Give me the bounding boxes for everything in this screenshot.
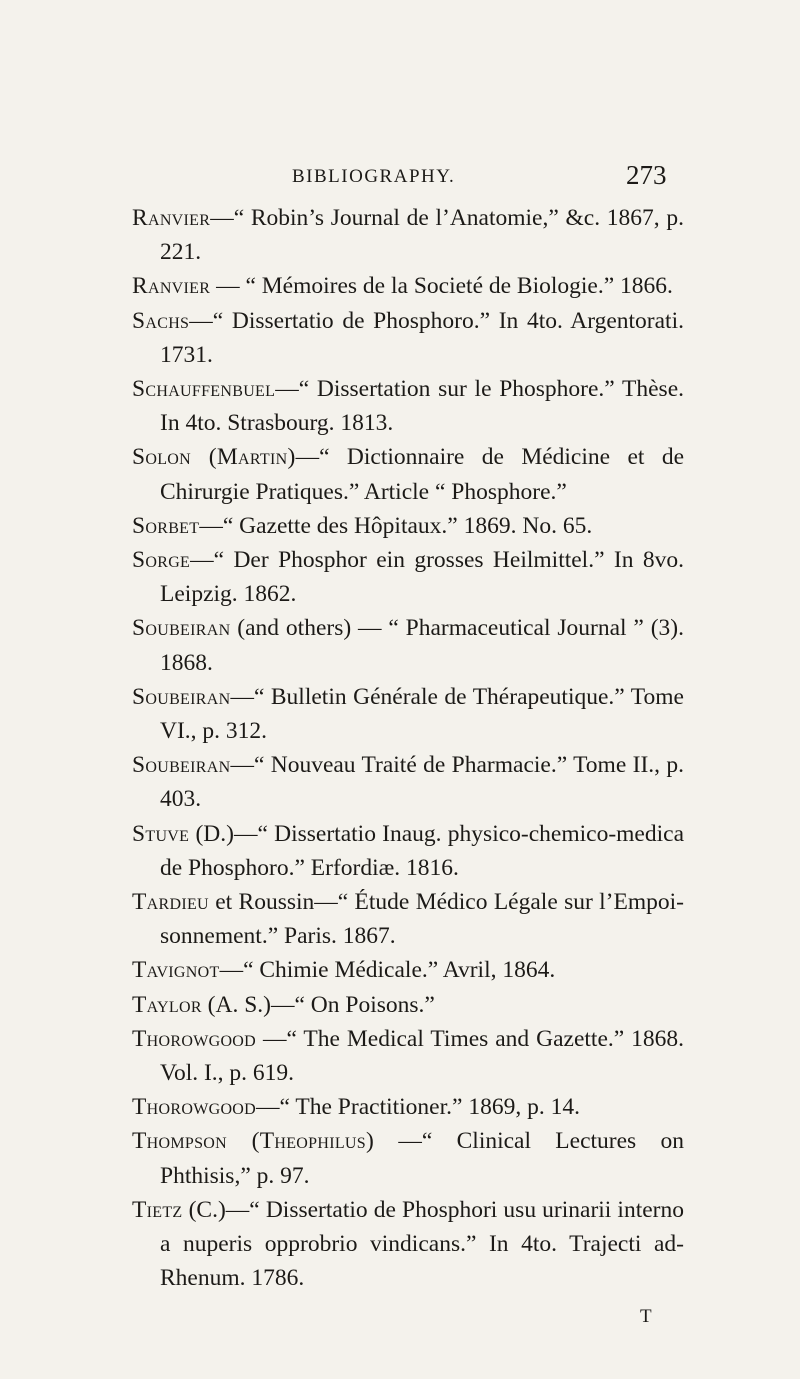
entry-text: (D.)—“ Dissertatio Inaug. physico-chemico-medica de Phosphoro.” Erfordiæ. 1816.: [160, 820, 684, 881]
entry-text: —“ The Practitioner.” 1869, p. 14.: [256, 1094, 580, 1121]
bibliography-entry: [132, 372, 684, 440]
entry-text: —“ Der Phosphor ein grosses Heilmittel.” In 8vo. Leipzig. 1862.: [160, 547, 684, 608]
entry-author: Soubeiran: [132, 683, 231, 710]
entry-author: Soubeiran: [132, 615, 231, 642]
bibliography-entry: [132, 1090, 684, 1124]
entry-author: Taylor: [132, 991, 202, 1018]
entry-author: Ranvier: [132, 205, 211, 231]
bibliography-entry: [132, 988, 684, 1022]
bibliography-entry: [132, 269, 684, 303]
page-header: [0, 160, 800, 194]
entry-author: Soubeiran: [132, 752, 231, 779]
entry-author: Thorowgood: [132, 1025, 257, 1052]
entry-text: —“ The Medical Times and Gazette.” 1868. Vol. I., p. 619.: [160, 1025, 684, 1087]
entry-author: Tardieu: [132, 889, 209, 916]
entry-text: —“ Dissertation sur le Phosphore.” Thèse. In 4to. Strasbourg. 1813.: [160, 376, 684, 437]
entry-author: Solon (Martin): [132, 444, 296, 471]
entry-text: —“ Robin’s Journal de l’Anatomie,” &c. 1867, p. 221.: [160, 205, 684, 266]
bibliography-entry: [132, 1022, 684, 1090]
entry-text: —“ Nouveau Traité de Pharmacie.” Tome II., p. 403.: [160, 752, 684, 813]
bibliography-entry: [132, 748, 684, 816]
bibliography-entry: [132, 440, 684, 508]
bibliography-entry: [132, 1193, 684, 1296]
entry-author: Thorowgood: [132, 1094, 257, 1121]
entry-author: Sorge: [132, 547, 191, 574]
bibliography-entry: [132, 680, 684, 748]
entry-author: Sorbet: [132, 512, 200, 539]
entry-author: Tietz: [132, 1196, 183, 1223]
entry-text: —“ Gazette des Hôpitaux.” 1869. No. 65.: [199, 512, 593, 539]
entry-author: Tavignot: [132, 957, 220, 984]
bibliography-entry: [132, 817, 684, 885]
entry-author: Stuve: [132, 820, 190, 847]
bibliography-entry: [132, 611, 684, 679]
entry-text: — “ Mémoires de la Societé de Biologie.” 1866.: [210, 273, 673, 300]
bibliography-entry: [132, 201, 684, 269]
bibliography-entry: [132, 509, 684, 543]
entry-text: (C.)—“ Dissertatio de Phosphori usu urinarii interno a nuperis opprobrio vindicans.” In 4to. Trajecti ad-Rhenum. 1786.: [160, 1196, 684, 1292]
entry-text: (A. S.)—“ On Poisons.”: [201, 991, 435, 1018]
signature-mark: T: [640, 1306, 652, 1327]
entry-text: et Roussin—“ Étude Médico Légale sur l’Empoisonnement.” Paris. 1867.: [160, 889, 684, 950]
bibliography-entry: [132, 304, 684, 372]
bibliography-entry: [132, 885, 684, 953]
entry-author: Schauffenbuel: [132, 376, 276, 403]
entry-author: Ranvier: [132, 273, 211, 300]
entry-text: —“ Dissertatio de Phosphoro.” In 4to. Argentorati. 1731.: [160, 307, 684, 368]
bibliography-entry: [132, 543, 684, 611]
entry-text: (and others) — “ Pharmaceutical Journal ” (3). 1868.: [160, 615, 684, 676]
entry-author: Sachs: [132, 307, 190, 334]
bibliography-entry: [132, 953, 684, 987]
bibliography-entry: [132, 1124, 684, 1192]
entry-author: Thompson (Theophilus): [132, 1128, 375, 1155]
entry-text: —“ Dictionnaire de Médicine et de Chirurgie Pratiques.” Article “ Phosphore.”: [160, 444, 684, 505]
page-number: 273: [626, 160, 667, 190]
bibliography-list: [132, 201, 684, 1296]
entry-text: —“ Chimie Médicale.” Avril, 1864.: [219, 957, 556, 984]
entry-text: —“ Bulletin Générale de Thérapeutique.” Tome VI., p. 312.: [160, 683, 684, 745]
running-head: BIBLIOGRAPHY.: [292, 166, 456, 187]
entry-text: —“ Clinical Lectures on Phthisis,” p. 97.: [160, 1128, 684, 1189]
